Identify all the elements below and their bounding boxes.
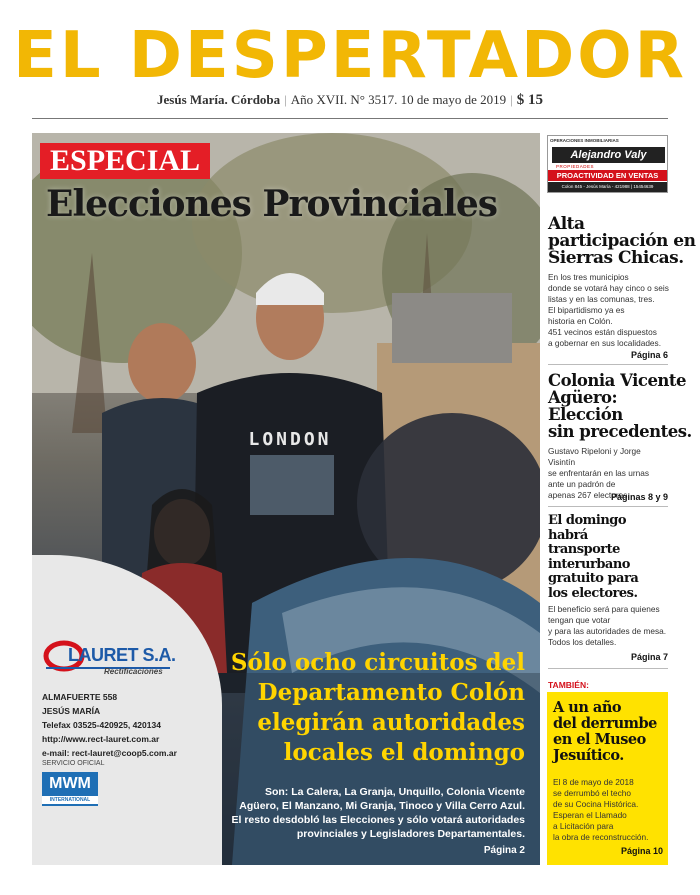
sidebar-divider [548,364,668,365]
story-title-line: Sierras Chicas. [548,248,684,268]
story-title-line: Colonia Vicente [548,371,687,390]
mwm-brand: MWM [49,775,91,792]
story-1-page[interactable]: Página 6 [630,350,668,360]
story-body-line: historia en Colón. [548,316,613,326]
also-body-line: El 8 de mayo de 2018 [553,777,634,787]
masthead-divider [32,118,668,119]
story-title-line: Alta [548,214,585,234]
also-label: TAMBIÉN: [548,680,589,690]
story-body-line: ante un padrón de [548,479,616,489]
lauret-email[interactable]: e-mail: rect-lauret@coop5.com.ar [42,748,177,758]
story-body-line: En los tres municipios [548,272,629,282]
sidebar-divider [548,506,668,507]
sidebar-divider [548,668,668,669]
story-body-line: apenas 267 electores. [548,490,630,500]
lauret-tagline: Rectificaciones [104,667,163,676]
dateline-location: Jesús María. Córdoba [157,92,281,107]
story-body-line: 451 vecinos están dispuestos [548,327,657,337]
story-title-line: habrá [548,527,588,543]
also-body [553,777,665,843]
also-title-line: A un año [553,699,622,716]
dateline: Jesús María. Córdoba | Año XVII. N° 3517. 10 de mayo de 2019 | $ 15 [157,92,543,108]
story-3-page[interactable]: Página 7 [630,652,668,662]
story-body-line: Gustavo Ripeloni y Jorge Visintín [548,446,641,467]
also-title-line: en el Museo [553,731,646,748]
story-title-line: transporte [548,542,620,557]
dateline-price: $ 15 [516,92,543,108]
story-title-line: El domingo [548,513,627,528]
main-story-summary: Son: La Calera, La Granja, Unquillo, Colonia Vicente Agüero, El Manzano, Mi Granja, Tinoco y Villa Cerro Azul. El resto desdobló las Elecciones y sólo votará autoridades provinciales y Legisladores Departamentales. [231,786,525,840]
also-body-line: a Licitación para [553,821,614,831]
lauret-address: ALMAFUERTE 558 [42,692,118,702]
also-body-line: se derrumbó el techo [553,788,631,798]
main-story-title-line: locales el domingo [283,739,525,766]
story-title-line: sin precedentes. [548,422,692,441]
story-title-line: gratuito para [548,571,639,586]
masthead-title: EL DESPERTADOR [13,19,687,93]
story-1-title [548,216,695,267]
story-title-line: Elección [548,405,623,424]
lauret-service-label: SERVICIO OFICIAL [42,760,105,767]
main-story-title-line: Departamento Colón [257,679,525,706]
story-body-line: listas y en las comunas, tres. [548,294,655,304]
cover-headline: Elecciones Provinciales [46,183,498,225]
photo-shirt-text: LONDON [248,429,332,450]
lauret-city: JESÚS MARÍA [42,706,101,716]
also-title-line: Jesuítico. [553,747,624,764]
also-body-line: de su Cocina Histórica. [553,799,639,809]
story-body-line: a gobernar en sus localidades. [548,338,662,348]
also-page[interactable]: Página 10 [620,846,663,856]
story-body-line: donde se votará hay cinco o seis [548,283,669,293]
main-story-title [200,648,525,768]
story-1-body [548,272,670,349]
lauret-contact [42,690,217,760]
lauret-web[interactable]: http://www.rect-lauret.com.ar [42,734,160,744]
story-body-line: y para las autoridades de mesa. [548,626,667,636]
also-title-line: del derrumbe [553,715,657,732]
story-title-line: participación en [548,231,696,251]
valy-ad [547,135,668,193]
valy-sub: PROPIEDADES [556,164,595,169]
story-2-title [548,372,692,440]
story-3-body [548,604,670,648]
story-body-line: Todos los detalles. [548,637,617,647]
also-title [553,700,665,764]
story-title-line: los electores. [548,585,638,601]
story-title-line: Agüero: [548,388,618,407]
valy-top-label: OPERACIONES INMOBILIARIAS [550,138,619,143]
lauret-phone: Telefax 03525-420925, 420134 [42,720,161,730]
valy-band: PROACTIVIDAD EN VENTAS [548,170,667,181]
also-body-line: Esperan el Llamado [553,810,627,820]
especial-tag: ESPECIAL [40,143,210,179]
also-body-line: la obra de reconstrucción. [553,832,649,842]
story-3-title [548,514,638,601]
mwm-sub: INTERNATIONAL [42,796,98,804]
story-body-line: El bipartidismo ya es [548,305,625,315]
main-story-title-line: elegirán autoridades [257,709,525,736]
mwm-logo [42,772,98,806]
valy-brand: Alejandro Valy [552,147,665,163]
main-story-title-line: Sólo ocho circuitos del [230,649,525,676]
valy-footer: Colon 845 - Jesús María - 421988 | 15454639 [548,182,667,192]
story-2-page[interactable]: Páginas 8 y 9 [610,492,668,502]
story-title-line: interurbano [548,556,630,572]
dateline-issue: Año XVII. N° 3517. 10 de mayo de 2019 [290,92,507,107]
story-body-line: El beneficio será para quienes [548,604,660,614]
lauret-brand: LAURET S.A. [68,645,176,665]
story-body-line: se enfrentarán en las urnas [548,468,650,478]
main-story-page[interactable]: Página 2 [483,845,525,856]
story-body-line: tengan que votar [548,615,611,625]
